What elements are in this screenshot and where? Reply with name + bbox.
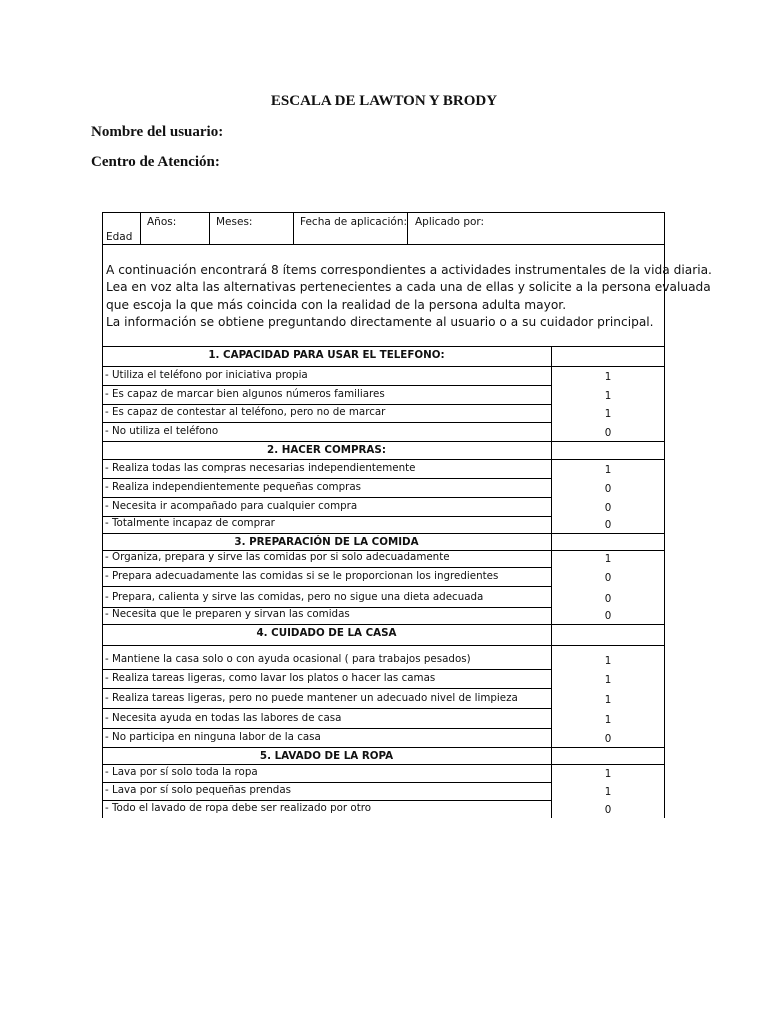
item-text: - Es capaz de contestar al teléfono, pero no de marcar	[105, 406, 386, 418]
header-bottom-border	[102, 244, 665, 245]
form-top-border	[102, 212, 665, 213]
years-field[interactable]: Años:	[147, 216, 177, 228]
item-text: - Necesita ir acompañado para cualquier compra	[105, 500, 358, 512]
section-title: 3. PREPARACIÓN DE LA COMIDA	[234, 536, 419, 548]
item-score[interactable]: 1	[604, 714, 612, 726]
item-score[interactable]: 1	[604, 786, 612, 798]
table-rule	[102, 669, 551, 670]
lawton-brody-form	[102, 212, 712, 818]
instructions-line: A continuación encontrará 8 ítems correspondientes a actividades instrumentales de la vida diaria.	[106, 263, 712, 277]
item-text: - No utiliza el teléfono	[105, 425, 219, 437]
item-text: - Prepara, calienta y sirve las comidas, pero no sigue una dieta adecuada	[105, 591, 484, 603]
item-text: - Totalmente incapaz de comprar	[105, 517, 275, 529]
item-score[interactable]: 0	[604, 502, 612, 514]
item-text: - No participa en ninguna labor de la casa	[105, 731, 321, 743]
table-rule	[102, 747, 665, 748]
table-rule	[102, 567, 551, 568]
item-text: - Realiza todas las compras necesarias independientemente	[105, 462, 416, 474]
instructions-line: La información se obtiene preguntando directamente al usuario o a su cuidador principal.	[106, 315, 654, 330]
item-text: - Mantiene la casa solo o con ayuda ocasional ( para trabajos pesados)	[105, 653, 471, 665]
months-field[interactable]: Meses:	[216, 216, 253, 228]
table-rule	[102, 459, 665, 460]
table-rule	[102, 624, 665, 625]
item-score[interactable]: 1	[604, 390, 612, 402]
care-center-label: Centro de Atención:	[91, 154, 220, 170]
item-score[interactable]: 0	[604, 593, 612, 605]
section-title: 5. LAVADO DE LA ROPA	[259, 750, 394, 762]
item-text: - Realiza tareas ligeras, pero no puede mantener un adecuado nivel de limpieza	[105, 692, 518, 704]
item-score[interactable]: 1	[604, 768, 612, 780]
table-rule	[102, 385, 551, 386]
table-rule	[102, 497, 551, 498]
item-score[interactable]: 0	[604, 804, 612, 816]
item-score[interactable]: 1	[604, 655, 612, 667]
section-title: 2. HACER COMPRAS:	[267, 444, 386, 456]
item-text: - Organiza, prepara y sirve las comidas por si solo adecuadamente	[105, 551, 450, 563]
item-text: - Realiza tareas ligeras, como lavar los platos o hacer las camas	[105, 672, 436, 684]
item-score[interactable]: 1	[604, 694, 612, 706]
table-rule	[102, 422, 551, 423]
item-score[interactable]: 0	[604, 483, 612, 495]
item-text: - Realiza independientemente pequeñas compras	[105, 481, 362, 493]
user-name-label: Nombre del usuario:	[91, 124, 224, 140]
item-text: - Prepara adecuadamente las comidas si se le proporcionan los ingredientes	[105, 570, 499, 582]
item-text: - Lava por sí solo toda la ropa	[105, 766, 258, 778]
document-title: ESCALA DE LAWTON Y BRODY	[270, 93, 498, 109]
table-rule	[102, 782, 551, 783]
section-title: 4. CUIDADO DE LA CASA	[256, 627, 397, 639]
applied-by-field[interactable]: Aplicado por:	[415, 216, 485, 228]
table-rule	[102, 764, 665, 765]
table-rule	[102, 800, 551, 801]
item-score[interactable]: 1	[604, 674, 612, 686]
item-score[interactable]: 0	[604, 519, 612, 531]
item-text: - Lava por sí solo pequeñas prendas	[105, 784, 292, 796]
item-score[interactable]: 0	[604, 427, 612, 439]
table-rule	[102, 728, 551, 729]
table-rule	[102, 404, 551, 405]
table-rule	[102, 346, 665, 347]
item-text: - Necesita que le preparen y sirvan las comidas	[105, 608, 350, 620]
item-score[interactable]: 1	[604, 408, 612, 420]
instructions-line: que escoja la que más coincida con la realidad de la persona adulta mayor.	[106, 297, 567, 312]
table-rule	[102, 708, 551, 709]
item-text: - Utiliza el teléfono por iniciativa propia	[105, 369, 308, 381]
instructions-line: Lea en voz alta las alternativas pertenecientes a cada una de ellas y solicite a la persona evaluada	[106, 280, 711, 295]
section-title: 1. CAPACIDAD PARA USAR EL TELEFONO:	[208, 349, 445, 361]
item-text: - Necesita ayuda en todas las labores de casa	[105, 712, 342, 724]
table-rule	[102, 645, 665, 646]
item-score[interactable]: 0	[604, 733, 612, 745]
item-score[interactable]: 0	[604, 572, 612, 584]
item-score[interactable]: 0	[604, 610, 612, 622]
application-date-field[interactable]: Fecha de aplicación:	[300, 216, 408, 228]
item-text: - Todo el lavado de ropa debe ser realizado por otro	[105, 802, 372, 814]
item-score[interactable]: 1	[604, 464, 612, 476]
table-rule	[102, 366, 665, 367]
item-text: - Es capaz de marcar bien algunos números familiares	[105, 388, 385, 400]
instructions-paragraph	[106, 262, 712, 332]
item-score[interactable]: 1	[604, 553, 612, 565]
table-rule	[102, 688, 551, 689]
table-rule	[102, 441, 665, 442]
item-score[interactable]: 1	[604, 371, 612, 383]
table-rule	[102, 533, 665, 534]
table-rule	[102, 478, 551, 479]
age-label: Edad	[106, 231, 133, 243]
table-rule	[102, 586, 551, 587]
